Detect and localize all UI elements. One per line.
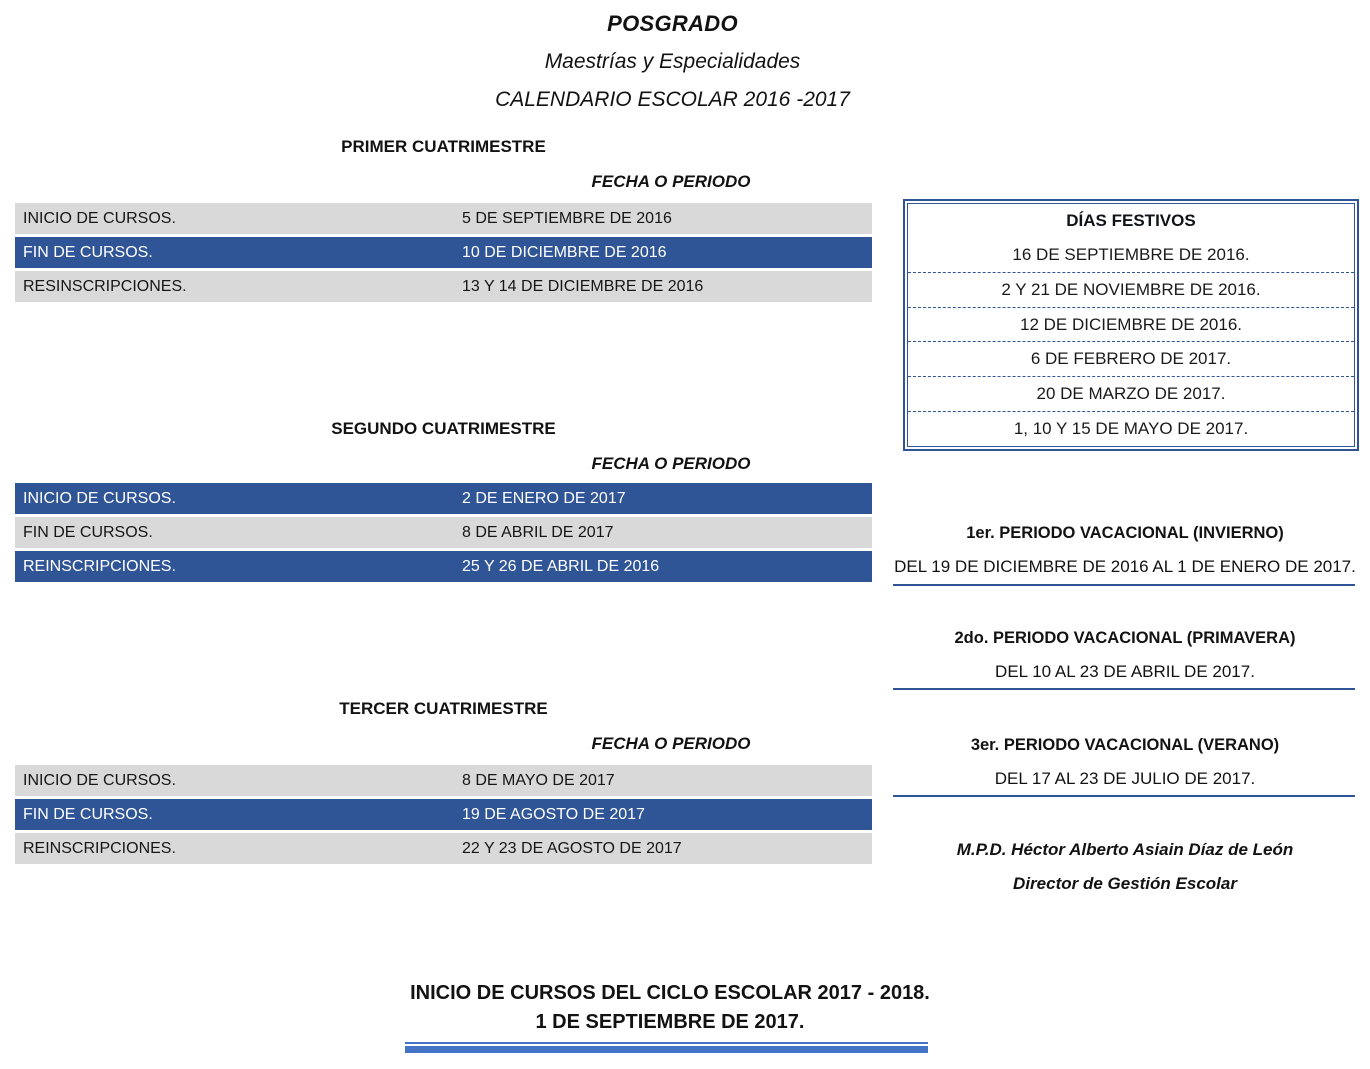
holiday-item: 20 DE MARZO DE 2017. — [908, 376, 1354, 411]
calendar-title: CALENDARIO ESCOLAR 2016 -2017 — [495, 88, 850, 111]
row-label: INICIO DE CURSOS. — [23, 771, 176, 789]
holiday-item: 16 DE SEPTIEMBRE DE 2016. — [1012, 244, 1250, 264]
term-1-column-header: FECHA O PERIODO — [591, 172, 751, 191]
row-value: 5 DE SEPTIEMBRE DE 2016 — [462, 209, 672, 227]
row-label: FIN DE CURSOS. — [23, 243, 153, 261]
term-1-table — [15, 203, 872, 305]
signature-name: M.P.D. Héctor Alberto Asiain Díaz de León — [956, 840, 1294, 859]
row-label: INICIO DE CURSOS. — [23, 489, 176, 507]
vacation-2-title: 2do. PERIODO VACACIONAL (PRIMAVERA) — [954, 629, 1296, 647]
row-label: REINSCRIPCIONES. — [23, 557, 176, 575]
term-3-table — [15, 765, 872, 867]
footer-line1: INICIO DE CURSOS DEL CICLO ESCOLAR 2017 - 2018. — [410, 982, 930, 1004]
row-value: 19 DE AGOSTO DE 2017 — [462, 805, 645, 823]
vacation-3-underline — [893, 795, 1355, 797]
vacation-1-title: 1er. PERIODO VACACIONAL (INVIERNO) — [966, 524, 1284, 542]
holidays-box-inner — [907, 203, 1355, 447]
row-value: 2 DE ENERO DE 2017 — [462, 489, 626, 507]
table-row — [15, 203, 872, 234]
table-row — [15, 799, 872, 830]
term-2-table — [15, 483, 872, 585]
footer-rule-thin-line — [405, 1042, 928, 1044]
table-row — [15, 237, 872, 268]
row-value: 22 Y 23 DE AGOSTO DE 2017 — [462, 839, 682, 857]
table-row — [15, 765, 872, 796]
table-row — [15, 517, 872, 548]
footer-line2: 1 DE SEPTIEMBRE DE 2017. — [535, 1011, 805, 1033]
page-subtitle: Maestrías y Especialidades — [544, 50, 801, 73]
row-label: FIN DE CURSOS. — [23, 805, 153, 823]
footer-rule-thick-line — [405, 1046, 928, 1053]
term-2-column-header: FECHA O PERIODO — [591, 454, 751, 473]
row-label: RESINSCRIPCIONES. — [23, 277, 187, 295]
table-row — [15, 833, 872, 864]
term-2-header: SEGUNDO CUATRIMESTRE — [331, 419, 556, 438]
table-row — [15, 271, 872, 302]
vacation-3-dates: DEL 17 AL 23 DE JULIO DE 2017. — [994, 769, 1256, 788]
page-title: POSGRADO — [607, 11, 738, 36]
holiday-item: 2 Y 21 DE NOVIEMBRE DE 2016. — [908, 272, 1354, 307]
row-label: REINSCRIPCIONES. — [23, 839, 176, 857]
row-label: INICIO DE CURSOS. — [23, 209, 176, 227]
holidays-title: DÍAS FESTIVOS — [1066, 211, 1196, 230]
vacation-1-dates: DEL 19 DE DICIEMBRE DE 2016 AL 1 DE ENERO DE 2017. — [894, 557, 1356, 576]
vacation-2-dates: DEL 10 AL 23 DE ABRIL DE 2017. — [995, 662, 1255, 681]
footer-double-rule — [405, 1042, 928, 1053]
term-3-column-header: FECHA O PERIODO — [591, 734, 751, 753]
holiday-item: 12 DE DICIEMBRE DE 2016. — [908, 307, 1354, 342]
row-value: 8 DE ABRIL DE 2017 — [462, 523, 614, 541]
table-row — [15, 551, 872, 582]
row-value: 10 DE DICIEMBRE DE 2016 — [462, 243, 667, 261]
term-3-header: TERCER CUATRIMESTRE — [339, 699, 548, 718]
holiday-item: 6 DE FEBRERO DE 2017. — [908, 341, 1354, 376]
vacation-1-underline — [893, 584, 1355, 586]
table-row — [15, 483, 872, 514]
holidays-box — [903, 199, 1359, 451]
vacation-2-underline — [893, 688, 1355, 690]
vacation-3-title: 3er. PERIODO VACACIONAL (VERANO) — [970, 736, 1280, 754]
row-label: FIN DE CURSOS. — [23, 523, 153, 541]
row-value: 25 Y 26 DE ABRIL DE 2016 — [462, 557, 660, 575]
row-value: 13 Y 14 DE DICIEMBRE DE 2016 — [462, 277, 704, 295]
row-value: 8 DE MAYO DE 2017 — [462, 771, 615, 789]
holiday-item: 1, 10 Y 15 DE MAYO DE 2017. — [908, 411, 1354, 446]
term-1-header: PRIMER CUATRIMESTRE — [341, 137, 546, 156]
signature-role: Director de Gestión Escolar — [1013, 874, 1237, 893]
